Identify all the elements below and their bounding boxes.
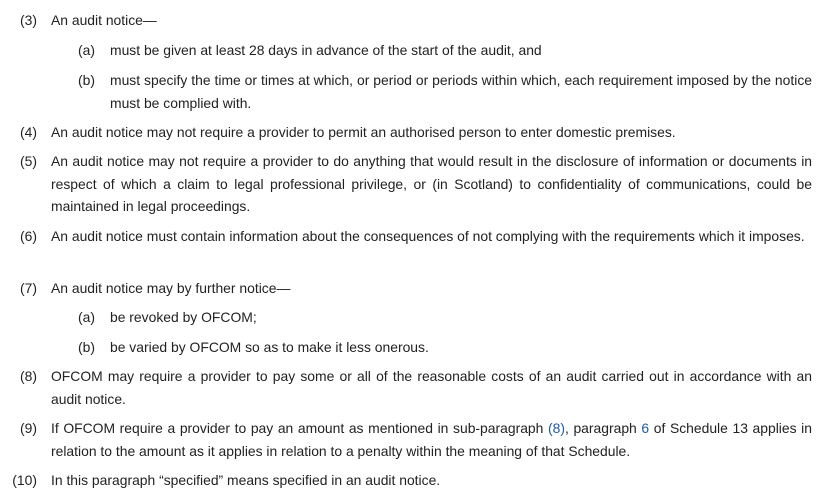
paragraph-number: (5) <box>20 153 37 169</box>
paragraph-number: (8) <box>20 368 37 384</box>
paragraph-number: (7) <box>20 280 37 296</box>
paragraph-number: (4) <box>20 124 37 140</box>
paragraph-text-end: of Schedule 13 applies in relation to the amount as it applies in relation to a penalty within the meaning of that Schedule. <box>51 420 812 459</box>
paragraph-text <box>51 417 812 462</box>
paragraph-text: An audit notice may by further notice— <box>51 280 291 296</box>
subparagraph-text: must specify the time or times at which, or period or periods within which, each requirement imposed by the notice must be complied with. <box>110 72 812 111</box>
paragraph-number: (10) <box>12 472 37 488</box>
paragraph-text: An audit notice may not require a provider to do anything that would result in the disclosure of information or documents in respect of which a claim to legal professional privilege, or (in Scotland) to confidentiality of communications, could be maintained in legal proceedings. <box>51 153 812 214</box>
subparagraph-text: must be given at least 28 days in advance of the start of the audit, and <box>110 42 542 58</box>
subparagraph-letter: (a) <box>78 309 95 325</box>
paragraph-text: OFCOM may require a provider to pay some or all of the reasonable costs of an audit carried out in accordance with an audit notice. <box>51 368 812 407</box>
paragraph-number: (6) <box>20 228 37 244</box>
subparagraph-letter: (b) <box>78 72 95 88</box>
paragraph-text: An audit notice must contain information about the consequences of not complying with the requirements which it imposes. <box>51 228 805 244</box>
subparagraph-text: be revoked by OFCOM; <box>110 309 257 325</box>
paragraph-text-middle: , paragraph <box>564 420 642 436</box>
paragraph-number: (9) <box>20 420 37 436</box>
link-sub-paragraph-8[interactable]: (8) <box>548 420 565 436</box>
paragraph-number: (3) <box>20 12 37 28</box>
paragraph-text: In this paragraph “specified” means specified in an audit notice. <box>51 472 441 488</box>
subparagraph-letter: (a) <box>78 42 95 58</box>
paragraph-text: An audit notice— <box>51 12 157 28</box>
paragraph-text-start: If OFCOM require a provider to pay an amount as mentioned in sub-paragraph <box>51 420 548 436</box>
paragraph-text: An audit notice may not require a provider to permit an authorised person to enter domestic premises. <box>51 124 676 140</box>
subparagraph-text: be varied by OFCOM so as to make it less onerous. <box>110 339 429 355</box>
subparagraph-letter: (b) <box>78 339 95 355</box>
link-paragraph-6[interactable]: 6 <box>641 420 650 436</box>
